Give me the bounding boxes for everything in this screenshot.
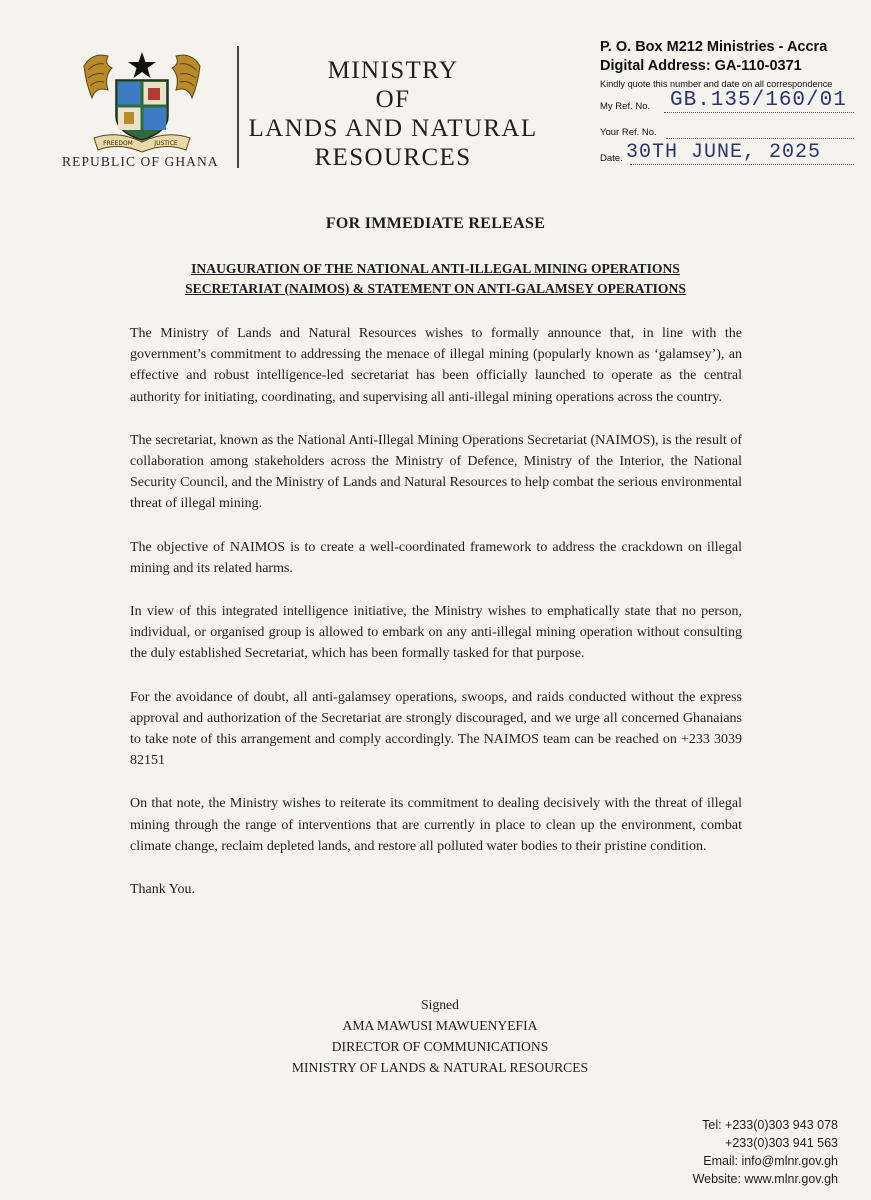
ministry-name: [242, 56, 544, 172]
coat-of-arms-icon: [78, 46, 206, 158]
quote-note: Kindly quote this number and date on all correspondence: [600, 79, 833, 89]
signatory-title: DIRECTOR OF COMMUNICATIONS: [331, 1039, 549, 1054]
signatory-org: MINISTRY OF LANDS & NATURAL RESOURCES: [291, 1060, 589, 1075]
headline-line-2: SECRETARIAT (NAIMOS) & STATEMENT ON ANTI-GALAMSEY OPERATIONS: [185, 281, 686, 296]
body-paragraph: The secretariat, known as the National Anti-Illegal Mining Operations Secretariat (NAIMOS), is the result of collaboration among stakeholders across the Ministry of Defence, Ministry of the Interior, the National Security Council, and the Ministry of Lands and Natural Resources to help combat the serious environmental threat of illegal mining.: [130, 432, 742, 512]
signatory-name: AMA MAWUSI MAWUENYEFIA: [342, 1018, 538, 1033]
date-label: Date.: [600, 153, 623, 164]
ministry-line: LANDS AND NATURAL: [248, 115, 538, 142]
republic-label: REPUBLIC OF GHANA: [62, 154, 219, 169]
footer-tel-1: Tel: +233(0)303 943 078: [702, 1118, 838, 1132]
po-box: P. O. Box M212 Ministries - Accra: [600, 39, 828, 55]
headline: [0, 259, 871, 299]
footer-contacts: [693, 1116, 838, 1188]
body-paragraph: For the avoidance of doubt, all anti-galamsey operations, swoops, and raids conducted without the express approval and authorization of the Secretariat are strongly discouraged, and we urge all concerned Ghanaians to take note of this arrangement and comply accordingly. The NAIMOS team can be reached on +233 3039 82151: [130, 689, 742, 769]
your-ref-label: Your Ref. No.: [600, 127, 657, 138]
release-body: [130, 323, 742, 922]
body-paragraph: The objective of NAIMOS is to create a well-coordinated framework to address the crackdown on illegal mining and its related harms.: [130, 539, 742, 576]
footer-website: Website: www.mlnr.gov.gh: [692, 1172, 838, 1186]
headline-line-1: INAUGURATION OF THE NATIONAL ANTI-ILLEGAL MINING OPERATIONS: [191, 261, 680, 276]
my-ref-line: [664, 112, 854, 113]
my-ref-label: My Ref. No.: [600, 101, 651, 112]
your-ref-line: [666, 138, 854, 139]
ministry-line: OF: [375, 86, 411, 113]
crest-motto-right: JUSTICE: [154, 140, 178, 147]
body-paragraph: In view of this integrated intelligence initiative, the Ministry wishes to emphatically state that no person, individual, or organised group is allowed to embark on any anti-illegal mining operation without consulting the duly established Secretariat, which has been formally tasked for that purpose.: [130, 604, 742, 662]
date-row: [600, 143, 862, 167]
signature-block: [230, 994, 650, 1078]
footer-tel-2: +233(0)303 941 563: [725, 1136, 838, 1150]
digital-address: Digital Address: GA-110-0371: [600, 58, 802, 74]
date-line: [630, 164, 854, 165]
closing-line: Thank You.: [130, 882, 195, 898]
my-ref-value: GB.135/160/01: [670, 89, 847, 112]
contact-block: [600, 38, 862, 167]
release-label: FOR IMMEDIATE RELEASE: [325, 215, 546, 232]
ministry-line: MINISTRY: [327, 57, 459, 84]
signed-label: Signed: [421, 997, 459, 1012]
body-paragraph: On that note, the Ministry wishes to reiterate its commitment to dealing decisively with the threat of illegal mining through the range of interventions that are currently in place to clean up the environment, combat climate change, reclaim depleted lands, and restore all polluted water bodies to their pristine condition.: [130, 796, 742, 854]
body-paragraph: The Ministry of Lands and Natural Resources wishes to formally announce that, in line with the government’s commitment to addressing the menace of illegal mining (popularly known as ‘galamsey’), an effective and robust intelligence-led secretariat has been officially launched to operate as the central authority for initiating, coordinating, and supervising all anti-illegal mining operations across the country.: [130, 326, 742, 405]
date-value: 30TH JUNE, 2025: [626, 141, 822, 164]
crest-motto-left: FREEDOM: [103, 140, 133, 147]
ministry-line: RESOURCES: [314, 144, 472, 171]
your-ref-row: [600, 117, 862, 141]
footer-email: Email: info@mlnr.gov.gh: [703, 1154, 838, 1168]
header-divider: [237, 46, 239, 168]
my-ref-row: [600, 91, 862, 115]
